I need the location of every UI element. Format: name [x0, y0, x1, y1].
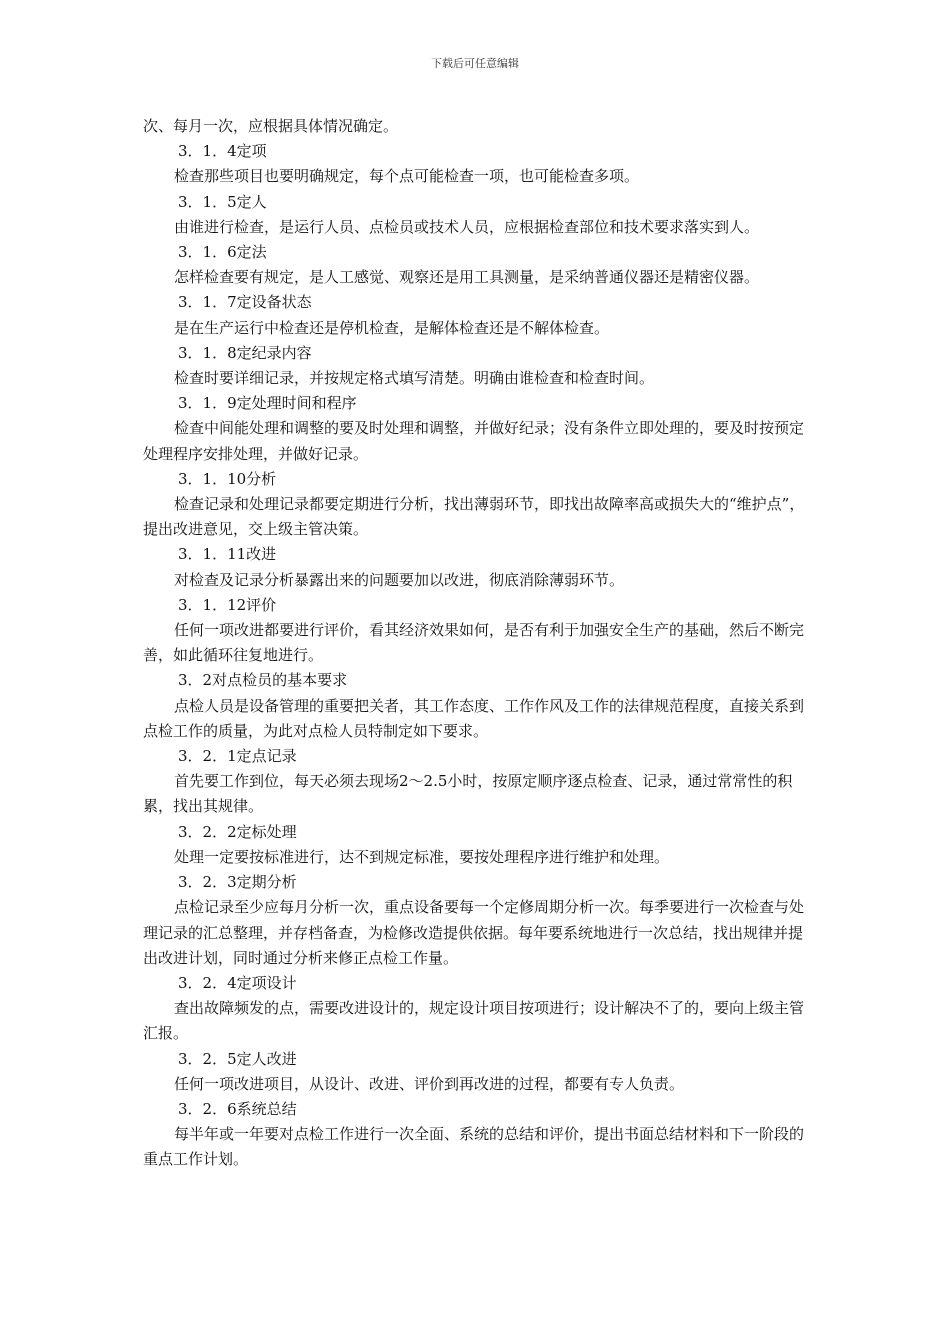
- section-heading: 3．2．3定期分析: [178, 873, 297, 892]
- paragraph: 次、每月一次，应根据具体情况确定。: [143, 117, 399, 135]
- section-heading: 3．1．5定人: [178, 192, 267, 211]
- section-heading: 3．1．12评价: [178, 595, 277, 614]
- paragraph: 查出故障频发的点，需要改进设计的，规定设计项目按项进行；设计解决不了的，要向上级主管汇报。: [143, 999, 805, 1043]
- paragraph: 检查中间能处理和调整的要及时处理和调整，并做好纪录；没有条件立即处理的，要及时按预定处理程序安排处理，并做好记录。: [143, 419, 805, 463]
- paragraph: 点检人员是设备管理的重要把关者，其工作态度、工作作风及工作的法律规范程度，直接关系到点检工作的质量，为此对点检人员特制定如下要求。: [143, 696, 805, 740]
- paragraph: 检查记录和处理记录都要定期进行分析，找出薄弱环节，即找出故障率高或损失大的“维护点”，提出改进意见，交上级主管决策。: [143, 495, 805, 539]
- page-header-note: 下载后可任意编辑: [431, 57, 519, 70]
- paragraph: 怎样检查要有规定，是人工感觉、观察还是用工具测量，是采纳普通仪器还是精密仪器。: [174, 268, 760, 287]
- section-heading: 3．2．1定点记录: [178, 747, 297, 766]
- section-heading: 3．2．6系统总结: [178, 1099, 297, 1118]
- section-heading: 3．1．8定纪录内容: [178, 343, 312, 362]
- section-heading: 3．2对点检员的基本要求: [178, 671, 348, 690]
- paragraph: 任何一项改进都要进行评价，看其经济效果如何，是否有利于加强安全生产的基础，然后不断完善，如此循环往复地进行。: [143, 621, 805, 665]
- paragraph: 首先要工作到位，每天必须去现场2～2.5小时，按原定顺序逐点检查、记录，通过常常性的积累，找出其规律。: [143, 772, 793, 816]
- paragraph: 检查时要详细记录，并按规定格式填写清楚。明确由谁检查和检查时间。: [174, 369, 655, 388]
- paragraph: 处理一定要按标准进行，达不到规定标准，要按处理程序进行维护和处理。: [174, 847, 670, 866]
- paragraph: 是在生产运行中检查还是停机检查，是解体检查还是不解体检查。: [174, 318, 610, 337]
- paragraph: 点检记录至少应每月分析一次，重点设备要每一个定修周期分析一次。每季要进行一次检查与处理记录的汇总整理，并存档备查，为检修改造提供依据。每年要系统地进行一次总结，找出规律并提出改进计划，同时通过分析来修正点检工作量。: [143, 898, 805, 967]
- document-body: [143, 114, 813, 1173]
- paragraph: 每半年或一年要对点检工作进行一次全面、系统的总结和评价，提出书面总结材料和下一阶段的重点工作计划。: [143, 1125, 805, 1169]
- section-heading: 3．1．4定项: [178, 142, 267, 161]
- section-heading: 3．1．7定设备状态: [178, 293, 312, 312]
- paragraph: 检查那些项目也要明确规定，每个点可能检查一项，也可能检查多项。: [174, 167, 640, 186]
- section-heading: 3．1．11改进: [178, 545, 277, 564]
- section-heading: 3．1．10分析: [178, 469, 277, 488]
- paragraph: 由谁进行检查，是运行人员、点检员或技术人员，应根据检查部位和技术要求落实到人。: [174, 217, 760, 236]
- paragraph: 对检查及记录分析暴露出来的问题要加以改进，彻底消除薄弱环节。: [174, 570, 625, 589]
- section-heading: 3．2．4定项设计: [178, 973, 297, 992]
- section-heading: 3．2．5定人改进: [178, 1049, 297, 1068]
- section-heading: 3．1．9定处理时间和程序: [178, 394, 357, 413]
- paragraph: 任何一项改进项目，从设计、改进、评价到再改进的过程，都要有专人负责。: [174, 1074, 685, 1093]
- section-heading: 3．1．6定法: [178, 243, 267, 262]
- section-heading: 3．2．2定标处理: [178, 822, 297, 841]
